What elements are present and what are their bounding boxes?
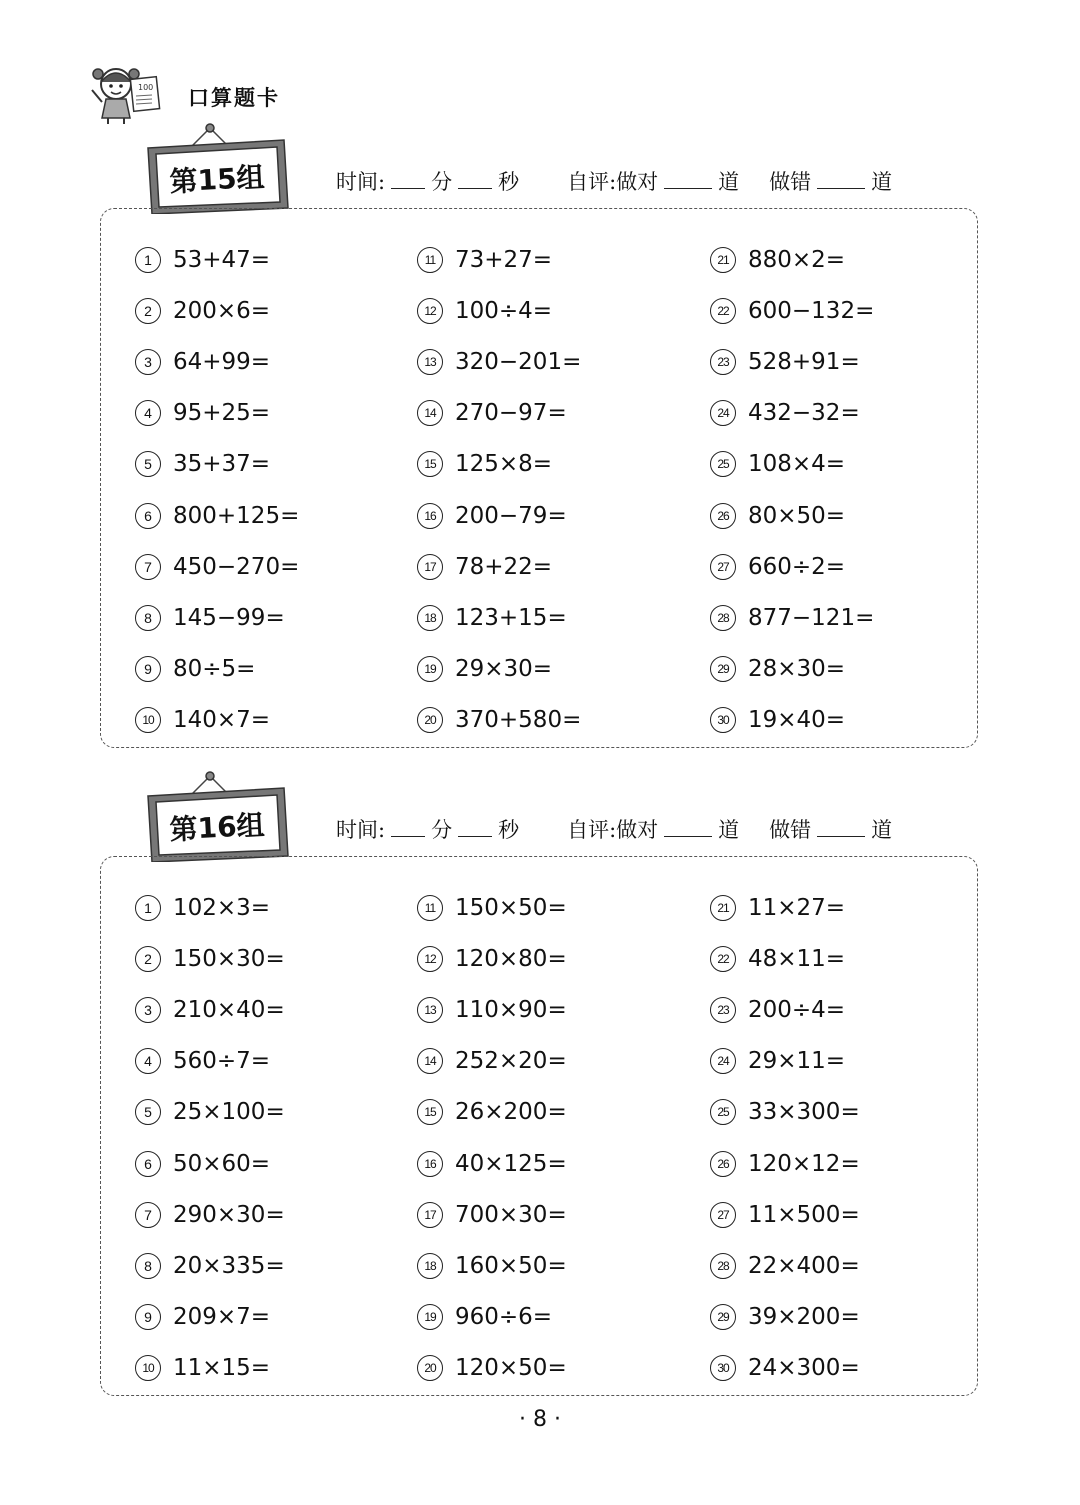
- problem-number: 9: [135, 1304, 161, 1330]
- problem-item: [710, 541, 990, 592]
- problem-item: [135, 388, 415, 439]
- problem-expression: 120×12=: [748, 1150, 860, 1177]
- seconds-label: 秒: [498, 818, 520, 842]
- problem-expression: 100÷4=: [455, 297, 553, 324]
- time-label: 时间:: [336, 818, 386, 842]
- correct-blank: [664, 187, 712, 189]
- problem-item: [417, 388, 697, 439]
- problem-item: [135, 234, 415, 285]
- problem-item: [417, 234, 697, 285]
- problem-item: [710, 1240, 990, 1291]
- problem-number: 11: [417, 247, 443, 273]
- problem-expression: 960÷6=: [455, 1304, 553, 1331]
- page-number: · 8 ·: [519, 1407, 561, 1432]
- minutes-label: 分: [431, 818, 453, 842]
- problem-expression: 660÷2=: [748, 553, 846, 580]
- wrong-unit: 道: [871, 818, 893, 842]
- problem-expression: 450−270=: [173, 553, 300, 580]
- seconds-blank: [458, 835, 492, 837]
- problem-number: 3: [135, 997, 161, 1023]
- minutes-blank: [391, 835, 425, 837]
- problem-number: 17: [417, 1202, 443, 1228]
- problem-item: [710, 285, 990, 336]
- problem-expression: 64+99=: [173, 348, 271, 375]
- problem-item: [417, 984, 697, 1035]
- problem-number: 4: [135, 400, 161, 426]
- problem-expression: 108×4=: [748, 451, 846, 478]
- problem-item: [417, 490, 697, 541]
- problem-number: 2: [135, 298, 161, 324]
- problem-expression: 290×30=: [173, 1201, 285, 1228]
- problem-column-3: [710, 882, 990, 1394]
- problem-expression: 22×400=: [748, 1252, 860, 1279]
- problem-item: [135, 644, 415, 695]
- problem-item: [710, 1036, 990, 1087]
- problem-item: [135, 1087, 415, 1138]
- problem-number: 30: [710, 1355, 736, 1381]
- problem-item: [417, 1292, 697, 1343]
- problem-number: 10: [135, 1355, 161, 1381]
- problem-item: [710, 984, 990, 1035]
- problem-number: 29: [710, 1304, 736, 1330]
- correct-unit: 道: [718, 818, 740, 842]
- problem-item: [417, 695, 697, 746]
- wrong-unit: 道: [871, 170, 893, 194]
- problem-number: 5: [135, 1099, 161, 1125]
- problem-number: 15: [417, 451, 443, 477]
- group-sign-board: [144, 122, 290, 214]
- problem-item: [417, 1343, 697, 1394]
- problem-number: 23: [710, 997, 736, 1023]
- problem-expression: 125×8=: [455, 451, 553, 478]
- problem-expression: 11×15=: [173, 1355, 271, 1382]
- problem-expression: 95+25=: [173, 400, 271, 427]
- problem-item: [710, 336, 990, 387]
- problem-expression: 73+27=: [455, 246, 553, 273]
- problem-expression: 252×20=: [455, 1048, 567, 1075]
- problem-number: 18: [417, 1253, 443, 1279]
- problem-item: [417, 1138, 697, 1189]
- problem-expression: 150×50=: [455, 894, 567, 921]
- problem-number: 11: [417, 895, 443, 921]
- problem-item: [417, 1087, 697, 1138]
- problem-item: [135, 1292, 415, 1343]
- wrong-blank: [817, 835, 865, 837]
- problem-expression: 200−79=: [455, 502, 567, 529]
- problem-item: [417, 285, 697, 336]
- problem-expression: 20×335=: [173, 1252, 285, 1279]
- group-label: 第16组: [168, 808, 266, 847]
- problem-expression: 24×300=: [748, 1355, 860, 1382]
- problem-number: 20: [417, 707, 443, 733]
- problem-number: 6: [135, 503, 161, 529]
- problem-item: [135, 592, 415, 643]
- problem-expression: 800+125=: [173, 502, 300, 529]
- problem-number: 19: [417, 656, 443, 682]
- problem-expression: 120×80=: [455, 945, 567, 972]
- problem-number: 17: [417, 554, 443, 580]
- page-title: 口算题卡: [188, 86, 280, 110]
- problem-item: [417, 592, 697, 643]
- problem-expression: 29×30=: [455, 656, 553, 683]
- correct-unit: 道: [718, 170, 740, 194]
- problem-expression: 39×200=: [748, 1304, 860, 1331]
- problem-item: [135, 1036, 415, 1087]
- problem-number: 12: [417, 298, 443, 324]
- problem-expression: 25×100=: [173, 1099, 285, 1126]
- problem-item: [710, 1189, 990, 1240]
- problem-item: [135, 439, 415, 490]
- problem-item: [135, 984, 415, 1035]
- problem-expression: 140×7=: [173, 707, 271, 734]
- problem-number: 27: [710, 1202, 736, 1228]
- problem-number: 28: [710, 605, 736, 631]
- problem-expression: 40×125=: [455, 1150, 567, 1177]
- problem-item: [417, 1189, 697, 1240]
- problem-expression: 160×50=: [455, 1252, 567, 1279]
- problem-expression: 877−121=: [748, 604, 875, 631]
- problem-number: 18: [417, 605, 443, 631]
- problem-item: [417, 933, 697, 984]
- problem-item: [135, 490, 415, 541]
- problem-item: [710, 490, 990, 541]
- problem-expression: 560÷7=: [173, 1048, 271, 1075]
- problem-expression: 102×3=: [173, 894, 271, 921]
- problem-number: 16: [417, 503, 443, 529]
- problem-expression: 200×6=: [173, 297, 271, 324]
- problem-item: [135, 695, 415, 746]
- problem-number: 26: [710, 503, 736, 529]
- seconds-blank: [458, 187, 492, 189]
- correct-blank: [664, 835, 712, 837]
- problem-expression: 150×30=: [173, 945, 285, 972]
- problem-number: 22: [710, 946, 736, 972]
- problem-number: 1: [135, 895, 161, 921]
- problem-expression: 35+37=: [173, 451, 271, 478]
- problem-expression: 123+15=: [455, 604, 567, 631]
- problem-number: 19: [417, 1304, 443, 1330]
- problem-item: [710, 439, 990, 490]
- problem-item: [710, 1138, 990, 1189]
- problem-number: 14: [417, 400, 443, 426]
- problem-number: 21: [710, 895, 736, 921]
- problem-number: 24: [710, 1048, 736, 1074]
- problem-expression: 48×11=: [748, 945, 846, 972]
- group-label: 第15组: [168, 160, 266, 199]
- problem-number: 13: [417, 997, 443, 1023]
- problem-expression: 145−99=: [173, 604, 285, 631]
- problem-column-1: [135, 882, 415, 1394]
- time-score-line: [336, 166, 892, 196]
- problem-item: [710, 933, 990, 984]
- problem-item: [710, 592, 990, 643]
- group-sign-board: [144, 770, 290, 862]
- problem-expression: 320−201=: [455, 348, 582, 375]
- problem-item: [710, 644, 990, 695]
- problem-number: 25: [710, 451, 736, 477]
- problem-number: 1: [135, 247, 161, 273]
- problem-expression: 700×30=: [455, 1201, 567, 1228]
- problem-item: [135, 1138, 415, 1189]
- problem-item: [135, 1240, 415, 1291]
- problem-expression: 29×11=: [748, 1048, 846, 1075]
- problem-number: 29: [710, 656, 736, 682]
- problem-number: 23: [710, 349, 736, 375]
- correct-label: 自评:做对: [567, 170, 659, 194]
- problem-number: 7: [135, 1202, 161, 1228]
- problem-number: 3: [135, 349, 161, 375]
- problem-number: 14: [417, 1048, 443, 1074]
- problem-number: 8: [135, 1253, 161, 1279]
- girl-mascot-icon: [88, 62, 178, 128]
- problem-item: [417, 1036, 697, 1087]
- problem-expression: 528+91=: [748, 348, 860, 375]
- minutes-label: 分: [431, 170, 453, 194]
- problem-number: 15: [417, 1099, 443, 1125]
- problem-number: 7: [135, 554, 161, 580]
- problem-number: 27: [710, 554, 736, 580]
- problem-number: 21: [710, 247, 736, 273]
- problem-number: 12: [417, 946, 443, 972]
- problem-item: [417, 439, 697, 490]
- problem-item: [417, 336, 697, 387]
- problem-number: 6: [135, 1151, 161, 1177]
- problem-column-3: [710, 234, 990, 746]
- problem-item: [710, 1343, 990, 1394]
- problem-expression: 110×90=: [455, 996, 567, 1023]
- problem-number: 25: [710, 1099, 736, 1125]
- problem-expression: 80×50=: [748, 502, 846, 529]
- minutes-blank: [391, 187, 425, 189]
- problem-item: [710, 695, 990, 746]
- problem-number: 10: [135, 707, 161, 733]
- seconds-label: 秒: [498, 170, 520, 194]
- problem-column-2: [417, 882, 697, 1394]
- problem-expression: 33×300=: [748, 1099, 860, 1126]
- problem-item: [135, 1189, 415, 1240]
- problem-number: 24: [710, 400, 736, 426]
- problem-item: [417, 644, 697, 695]
- problem-expression: 600−132=: [748, 297, 875, 324]
- problem-number: 22: [710, 298, 736, 324]
- problem-item: [710, 388, 990, 439]
- problem-expression: 11×500=: [748, 1201, 860, 1228]
- problem-number: 8: [135, 605, 161, 631]
- problem-expression: 80÷5=: [173, 656, 256, 683]
- problem-item: [135, 541, 415, 592]
- problem-number: 9: [135, 656, 161, 682]
- problem-number: 26: [710, 1151, 736, 1177]
- problem-number: 13: [417, 349, 443, 375]
- problem-expression: 200÷4=: [748, 996, 846, 1023]
- problem-number: 30: [710, 707, 736, 733]
- problem-expression: 19×40=: [748, 707, 846, 734]
- problem-item: [417, 1240, 697, 1291]
- problem-expression: 210×40=: [173, 996, 285, 1023]
- problem-expression: 28×30=: [748, 656, 846, 683]
- problem-expression: 26×200=: [455, 1099, 567, 1126]
- problem-item: [710, 234, 990, 285]
- problem-expression: 11×27=: [748, 894, 846, 921]
- problem-item: [710, 1292, 990, 1343]
- problem-column-1: [135, 234, 415, 746]
- svg-text:100: 100: [138, 83, 154, 92]
- problem-item: [135, 285, 415, 336]
- problem-number: 16: [417, 1151, 443, 1177]
- problem-expression: 209×7=: [173, 1304, 271, 1331]
- time-score-line: [336, 814, 892, 844]
- problem-expression: 880×2=: [748, 246, 846, 273]
- problem-expression: 120×50=: [455, 1355, 567, 1382]
- problem-number: 28: [710, 1253, 736, 1279]
- time-label: 时间:: [336, 170, 386, 194]
- problem-item: [135, 1343, 415, 1394]
- problem-item: [135, 882, 415, 933]
- problem-number: 4: [135, 1048, 161, 1074]
- problem-item: [417, 541, 697, 592]
- problem-expression: 50×60=: [173, 1150, 271, 1177]
- problem-item: [710, 1087, 990, 1138]
- wrong-label: 做错: [769, 170, 812, 194]
- problem-expression: 370+580=: [455, 707, 582, 734]
- problem-expression: 53+47=: [173, 246, 271, 273]
- problem-number: 20: [417, 1355, 443, 1381]
- problem-item: [135, 336, 415, 387]
- problem-expression: 78+22=: [455, 553, 553, 580]
- problem-item: [135, 933, 415, 984]
- problem-item: [417, 882, 697, 933]
- problem-column-2: [417, 234, 697, 746]
- problem-expression: 270−97=: [455, 400, 567, 427]
- correct-label: 自评:做对: [567, 818, 659, 842]
- problem-item: [710, 882, 990, 933]
- wrong-blank: [817, 187, 865, 189]
- wrong-label: 做错: [769, 818, 812, 842]
- problem-number: 2: [135, 946, 161, 972]
- problem-number: 5: [135, 451, 161, 477]
- problem-expression: 432−32=: [748, 400, 860, 427]
